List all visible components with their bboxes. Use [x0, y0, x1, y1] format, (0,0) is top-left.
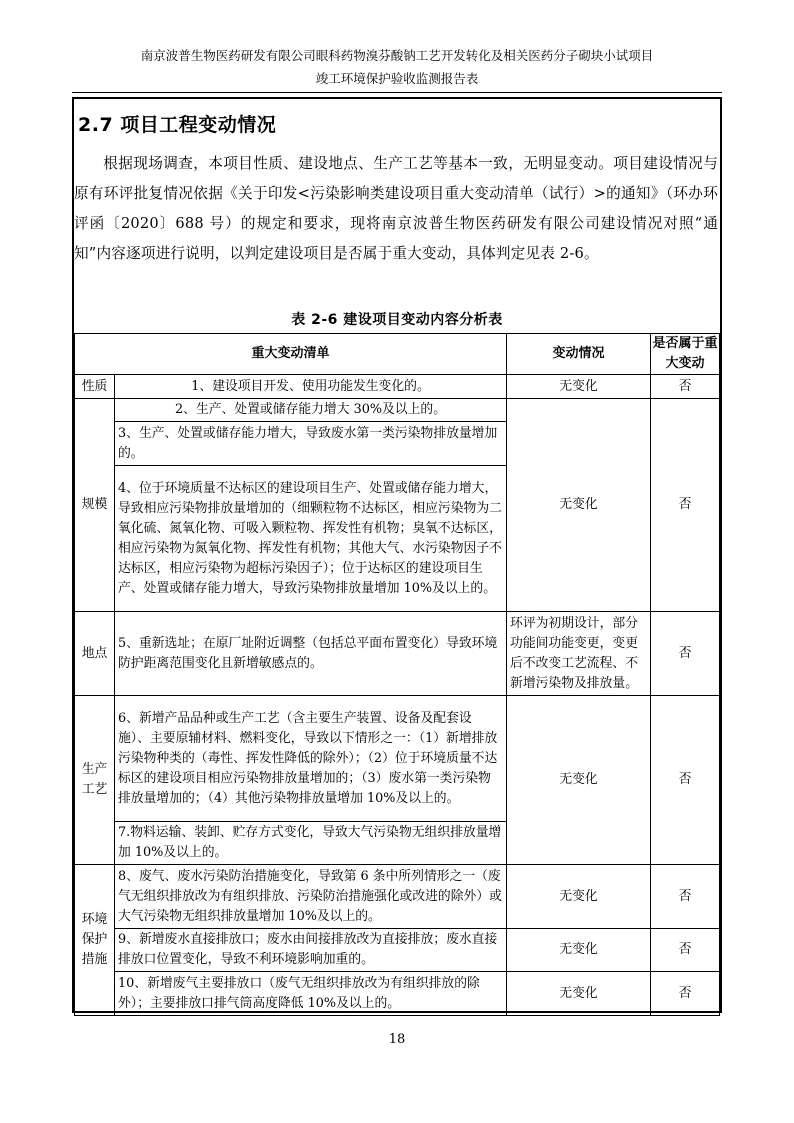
header-change: 变动情况: [507, 334, 651, 375]
table-row: [75, 865, 720, 929]
header-list: 重大变动清单: [75, 334, 507, 375]
table-row: [75, 399, 720, 422]
report-header: [0, 44, 794, 90]
item-4: 4、位于环境质量不达标区的建设项目生产、处置或储存能力增大，导致相应污染物排放量增加的（细颗粒物不达标区，相应污染物为二氧化硫、氮氧化物、可吸入颗粒物、挥发性有机物；臭氧不达标区，相应污染物为氮氧化物、挥发性有机物；其他大气、水污染物因子不达标区，相应污染物为超标污染因子）；位于达标区的建设项目生产、处置或储存能力增大，导致污染物排放量增加 10%及以上的。: [115, 466, 507, 612]
result-process: 否: [651, 696, 720, 865]
category-env: 环境保护措施: [75, 865, 115, 1016]
change-process: 无变化: [507, 696, 651, 865]
header-line-1: 南京波普生物医药研发有限公司眼科药物溴芬酸钠工艺开发转化及相关医药分子砌块小试项目: [140, 48, 654, 63]
table-caption: 表 2-6 建设项目变动内容分析表: [291, 312, 503, 328]
change-8: 无变化: [507, 865, 651, 929]
result-scale: 否: [651, 399, 720, 612]
item-9: 9、新增废水直接排放口；废水由间接排放改为直接排放；废水直接排放口位置变化，导致不利环境影响加重的。: [115, 929, 507, 972]
table-row: [75, 929, 720, 972]
result-location: 否: [651, 612, 720, 696]
result-8: 否: [651, 865, 720, 929]
table-header-row: [75, 334, 720, 375]
change-10: 无变化: [507, 972, 651, 1016]
table-row: [75, 375, 720, 399]
header-rule: [72, 92, 722, 93]
section-title: 2.7 项目工程变动情况: [78, 114, 277, 136]
item-8: 8、废气、废水污染防治措施变化，导致第 6 条中所列情形之一（废气无组织排放改为有组织排放、污染防治措施强化或改进的除外）或大气污染物无组织排放量增加 10%及以上的。: [115, 865, 507, 929]
change-analysis-table: [74, 333, 720, 1016]
item-5: 5、重新选址；在原厂址附近调整（包括总平面布置变化）导致环境防护距离范围变化且新增敏感点的。: [115, 612, 507, 696]
table-row: [75, 696, 720, 822]
change-location: 环评为初期设计，部分功能间功能变更，变更后不改变工艺流程、不新增污染物及排放量。: [507, 612, 651, 696]
category-scale: 规模: [75, 399, 115, 612]
result-1: 否: [651, 375, 720, 399]
change-1: 无变化: [507, 375, 651, 399]
table-row: [75, 972, 720, 1016]
change-scale: 无变化: [507, 399, 651, 612]
page-number: 18: [388, 1032, 406, 1047]
item-10: 10、新增废气主要排放口（废气无组织排放改为有组织排放的除外）；主要排放口排气筒高度降低 10%及以上的。: [115, 972, 507, 1016]
table-row: [75, 612, 720, 696]
section-paragraph: 根据现场调查，本项目性质、建设地点、生产工艺等基本一致，无明显变动。项目建设情况与原有环评批复情况依据《关于印发<污染影响类建设项目重大变动清单（试行）>的通知》（环办环评函〔2020〕688 号）的规定和要求，现将南京波普生物医药研发有限公司建设情况对照“通知”内容逐项进行说明，以判定建设项目是否属于重大变动，具体判定见表 2-6。: [74, 155, 718, 262]
category-nature: 性质: [75, 375, 115, 399]
item-3: 3、生产、处置或储存能力增大，导致废水第一类污染物排放量增加的。: [115, 422, 507, 466]
item-7: 7.物料运输、装卸、贮存方式变化，导致大气污染物无组织排放量增加 10%及以上的。: [115, 822, 507, 865]
header-line-2: 竣工环境保护验收监测报告表: [315, 71, 479, 86]
result-9: 否: [651, 929, 720, 972]
item-1: 1、建设项目开发、使用功能发生变化的。: [115, 375, 507, 399]
category-process: 生产工艺: [75, 696, 115, 865]
item-6: 6、新增产品品种或生产工艺（含主要生产装置、设备及配套设施）、主要原辅材料、燃料变化，导致以下情形之一：（1）新增排放污染物种类的（毒性、挥发性降低的除外）；（2）位于环境质量不达标区的建设项目相应污染物排放量增加的；（3）废水第一类污染物排放量增加的；（4）其他污染物排放量增加 10%及以上的。: [115, 696, 507, 822]
change-9: 无变化: [507, 929, 651, 972]
category-location: 地点: [75, 612, 115, 696]
result-10: 否: [651, 972, 720, 1016]
header-result: 是否属于重大变动: [651, 334, 720, 375]
item-2: 2、生产、处置或储存能力增大 30%及以上的。: [115, 399, 507, 422]
